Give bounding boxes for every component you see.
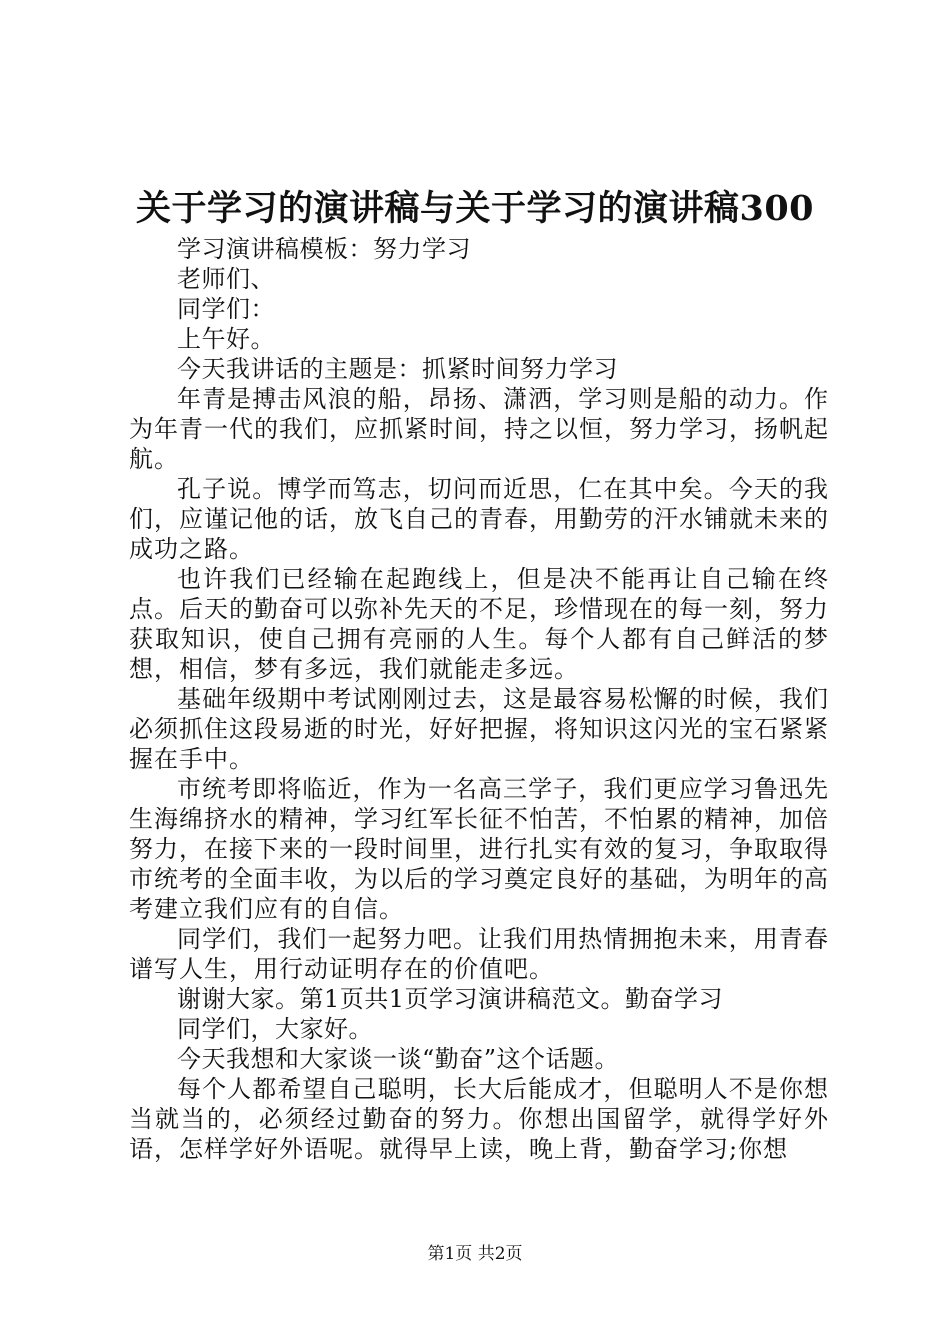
paragraph: 今天我讲话的主题是：抓紧时间努力学习 (177, 355, 618, 383)
paragraph: 上午好。 (177, 325, 275, 353)
document-title: 关于学习的演讲稿与关于学习的演讲稿300 (135, 188, 815, 229)
paragraph: 今天我想和大家谈一谈“勤奋”这个话题。 (177, 1045, 620, 1073)
paragraph: 每个人都希望自己聪明，长大后能成才，但聪明人不是你想当就当的，必须经过勤奋的努力。你想出国留学，就得学好外语，怎样学好外语呢。就得早上读，晚上背，勤奋学习;你想 (129, 1075, 829, 1163)
paragraph: 年青是搏击风浪的船，昂扬、潇洒，学习则是船的动力。作为年青一代的我们，应抓紧时间，持之以恒，努力学习，扬帆起航。 (129, 385, 829, 473)
paragraph: 同学们，我们一起努力吧。让我们用热情拥抱未来，用青春谱写人生，用行动证明存在的价值吧。 (129, 925, 829, 983)
paragraph: 孔子说。博学而笃志，切问而近思，仁在其中矣。今天的我们，应谨记他的话，放飞自己的青春，用勤劳的汗水铺就未来的成功之路。 (129, 475, 829, 563)
paragraph: 同学们，大家好。 (177, 1015, 373, 1043)
paragraph: 市统考即将临近，作为一名高三学子，我们更应学习鲁迅先生海绵挤水的精神，学习红军长征不怕苦，不怕累的精神，加倍努力，在接下来的一段时间里，进行扎实有效的复习，争取取得市统考的全面丰收，为以后的学习奠定良好的基础，为明年的高考建立我们应有的自信。 (129, 775, 829, 923)
paragraph: 基础年级期中考试刚刚过去，这是最容易松懈的时候，我们必须抓住这段易逝的时光，好好把握，将知识这闪光的宝石紧紧握在手中。 (129, 685, 829, 773)
paragraph: 谢谢大家。第1页共1页学习演讲稿范文。勤奋学习 (177, 985, 724, 1013)
document-body (129, 234, 829, 1164)
paragraph: 学习演讲稿模板：努力学习 (177, 235, 471, 263)
paragraph: 也许我们已经输在起跑线上，但是决不能再让自己输在终点。后天的勤奋可以弥补先天的不足，珍惜现在的每一刻，努力获取知识，使自己拥有亮丽的人生。每个人都有自己鲜活的梦想，相信，梦有多远，我们就能走多远。 (129, 565, 829, 683)
paragraph: 老师们、 (177, 265, 275, 293)
page-footer: 第1页 共2页 (427, 1244, 523, 1264)
paragraph: 同学们： (177, 295, 275, 323)
